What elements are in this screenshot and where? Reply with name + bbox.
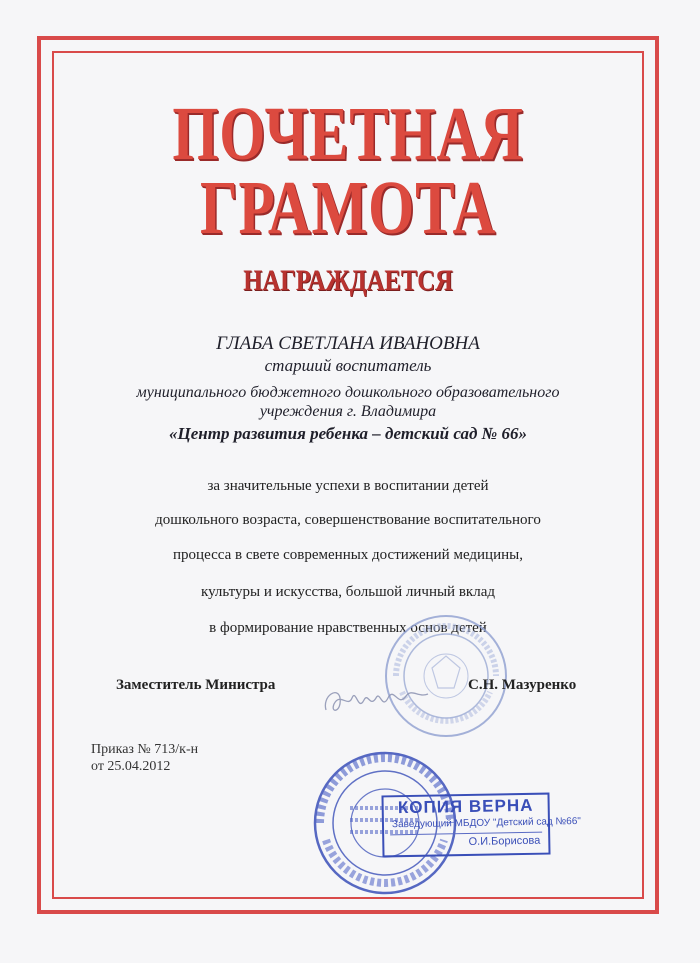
signatory-name: С.Н. Мазуренко: [468, 677, 577, 693]
organization-line1: муниципального бюджетного дошкольного образовательного: [136, 384, 560, 401]
order-number: Приказ № 713/к-н: [91, 742, 199, 757]
organization-line3: «Центр развития ребенка – детский сад № 66»: [169, 424, 527, 443]
order-date: от 25.04.2012: [91, 759, 171, 774]
reason-line: культуры и искусства, большой личный вклад: [201, 584, 495, 600]
reason-line: процесса в свете современных достижений медицины,: [173, 547, 523, 563]
organization-line2: учреждения г. Владимира: [259, 403, 437, 420]
recipient-name: ГЛАБА СВЕТЛАНА ИВАНОВНА: [216, 333, 480, 354]
stamp-heading: КОПИЯ ВЕРНА: [397, 795, 534, 818]
signature: [318, 668, 438, 728]
certificate-title-line2: ГРАМОТА: [199, 166, 497, 250]
certificate-title-line1: ПОЧЕТНАЯ: [172, 92, 524, 176]
awarded-heading: НАГРАЖДАЕТСЯ: [243, 264, 453, 297]
signatory-title: Заместитель Министра: [116, 677, 276, 693]
recipient-position: старший воспитатель: [264, 356, 432, 375]
stamp-name: О.И.Борисова: [468, 834, 541, 848]
reason-line: в формирование нравственных основ детей: [209, 620, 487, 636]
copy-certified-stamp: [381, 793, 581, 858]
reason-line: дошкольного возраста, совершенствование воспитательного: [155, 512, 541, 528]
stamp-organization: Заведующий МБДОУ "Детский сад №66": [391, 815, 581, 831]
reason-line: за значительные успехи в воспитании детей: [207, 478, 489, 494]
